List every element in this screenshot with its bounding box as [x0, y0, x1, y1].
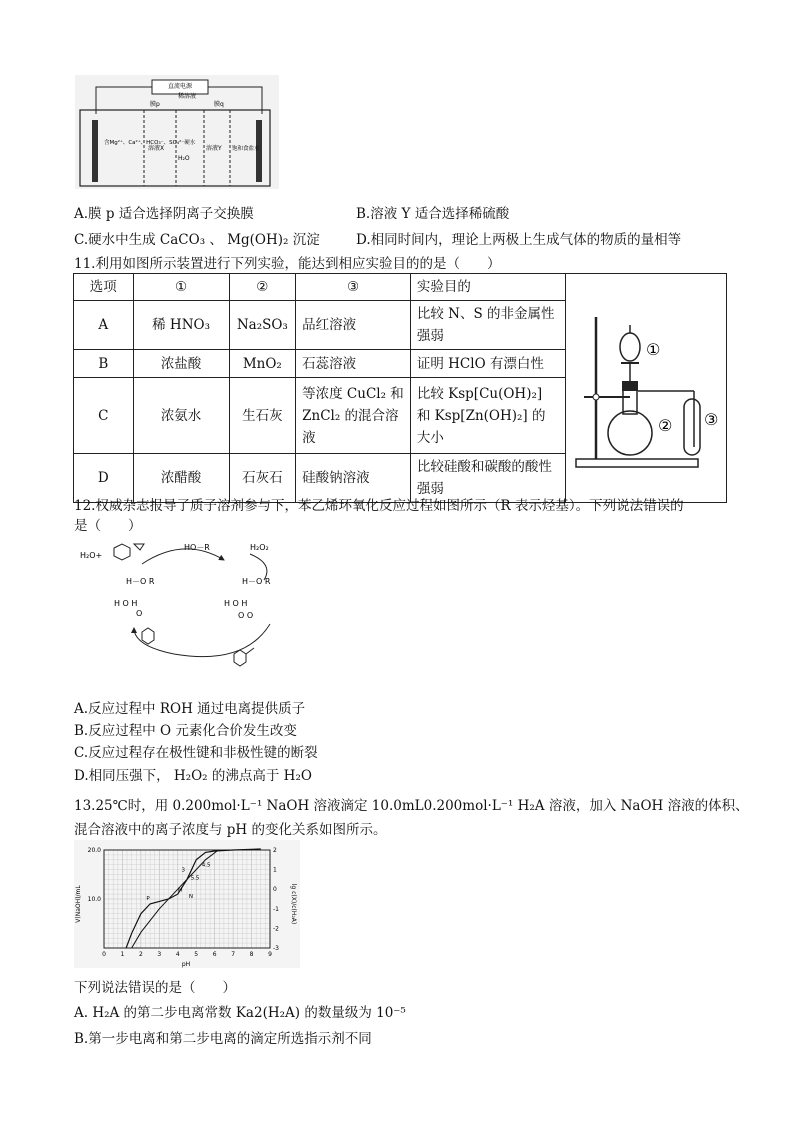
y-tick-label: 10.0: [87, 896, 101, 903]
brine-label: 饱和食盐水: [232, 146, 260, 152]
y2-tick-label: 1: [273, 866, 277, 874]
q12-stem-line2: 是（ ）: [74, 518, 142, 534]
table-cell: 稀 HNO₃: [133, 301, 229, 350]
table-header: ③: [296, 274, 411, 301]
table-cell: 等浓度 CuCl₂ 和 ZnCl₂ 的混合溶液: [296, 378, 411, 454]
water-label: H₂O: [178, 155, 190, 162]
membrane-p-label: 膜p: [150, 101, 160, 108]
table-cell: MnO₂: [229, 350, 296, 378]
point-label: P: [146, 895, 150, 902]
q12-option-d: D.相同压强下， H₂O₂ 的沸点高于 H₂O: [74, 768, 312, 784]
table-cell: 石蕊溶液: [296, 350, 411, 378]
point-label: 4.5: [201, 862, 211, 869]
x-tick-label: 3: [157, 951, 162, 958]
hard-water-label: 含Mg²⁺、Ca²⁺、HCO₃⁻、SO₄²⁻硬水: [104, 140, 196, 146]
table-header: 选项: [74, 274, 134, 301]
table-cell: 比较 N、S 的非金属性强弱: [410, 301, 565, 350]
table-cell: 品红溶液: [296, 301, 411, 350]
x-tick-label: 1: [120, 951, 125, 958]
h2o-plus-label: H₂O+: [80, 551, 103, 560]
table-cell: 浓醋酸: [133, 454, 229, 503]
table-cell: 证明 HClO 有漂白性: [410, 350, 565, 378]
q10-option-b: B.溶液 Y 适合选择稀硫酸: [356, 206, 510, 222]
q10-option-c: C.硬水中生成 CaCO₃ 、 Mg(OH)₂ 沉淀: [74, 232, 320, 248]
table-cell: 生石灰: [229, 378, 296, 454]
q13-prompt: 下列说法错误的是（ ）: [74, 980, 236, 996]
intermediate-right-c: O O: [238, 611, 254, 620]
table-cell: 浓氨水: [133, 378, 229, 454]
table-cell: 比较硅酸和碳酸的酸性强弱: [410, 454, 565, 503]
table-cell: 浓盐酸: [133, 350, 229, 378]
table-cell: C: [74, 378, 134, 454]
reaction-cycle-figure: [74, 536, 290, 670]
apparatus-figure: [566, 279, 726, 491]
intermediate-left: H－O R: [126, 577, 155, 586]
solution-y-label: 溶液Y: [206, 145, 222, 152]
y2-tick-label: -2: [273, 925, 279, 933]
x-tick-label: 4: [175, 951, 180, 958]
table-cell: 硅酸钠溶液: [296, 454, 411, 503]
q11-stem: 11.利用如图所示装置进行下列实验，能达到相应实验目的的是（ ）: [74, 256, 501, 272]
electrolysis-figure: [74, 74, 280, 190]
h2o2-label: H₂O₂: [250, 543, 269, 552]
q12-option-c: C.反应过程存在极性键和非极性键的断裂: [74, 745, 318, 761]
table-header: ②: [229, 274, 296, 301]
ho-r-label: HO－R: [184, 543, 210, 552]
apparatus-label-2: ②: [657, 415, 673, 435]
point-label: M: [177, 887, 183, 894]
q12-stem-line1: 12.权威杂志报导了质子溶剂参与下，苯乙烯环氧化反应过程如图所示（R 表示烃基）。下列说法错误的: [74, 498, 684, 514]
table-cell: Na₂SO₃: [229, 301, 296, 350]
solution-x-label: 溶液X: [148, 145, 165, 152]
power-label: 直流电源: [167, 83, 193, 90]
y2-axis-label: lg c(X)/c(H₂A): [290, 883, 297, 925]
point-label: N: [188, 894, 193, 901]
table-cell: 石灰石: [229, 454, 296, 503]
q13-stem-line1: 13.25℃时，用 0.200mol·L⁻¹ NaOH 溶液滴定 10.0mL0.200mol·L⁻¹ H₂A 溶液，加入 NaOH 溶液的体积、: [74, 798, 749, 814]
intermediate-left-b: H O H: [114, 599, 138, 608]
table-cell: D: [74, 454, 134, 503]
q10-option-a: A.膜 p 适合选择阴离子交换膜: [74, 206, 254, 222]
y2-tick-label: -3: [273, 945, 279, 952]
y2-tick-label: 2: [273, 847, 277, 854]
intermediate-right: H－O R: [242, 577, 271, 586]
table-cell: B: [74, 350, 134, 378]
table-cell: 比较 Ksp[Cu(OH)₂] 和 Ksp[Zn(OH)₂] 的大小: [410, 378, 565, 454]
q12-option-b: B.反应过程中 O 元素化合价发生改变: [74, 723, 297, 739]
table-cell: A: [74, 301, 134, 350]
intermediate-left-c: O: [136, 609, 143, 618]
x-tick-label: 5: [194, 951, 199, 958]
table-header: 实验目的: [410, 274, 565, 301]
x-tick-label: 8: [249, 951, 254, 958]
apparatus-label-3: ③: [703, 409, 719, 429]
q13-option-b: B.第一步电离和第二步电离的滴定所选指示剂不同: [74, 1031, 372, 1047]
y-tick-label: 20.0: [87, 847, 101, 854]
apparatus-label-1: ①: [645, 339, 661, 359]
titration-chart: [74, 840, 300, 968]
q13-option-a: A. H₂A 的第二步电离常数 Ka2(H₂A) 的数量级为 10⁻⁵: [74, 1005, 406, 1021]
x-tick-label: 0: [102, 951, 106, 958]
membrane-q-label: 膜q: [214, 101, 224, 108]
x-axis-label: pH: [181, 961, 191, 968]
apparatus-cell: [565, 274, 726, 503]
table-header: ①: [133, 274, 229, 301]
q13-stem-line2: 混合溶液中的离子浓度与 pH 的变化关系如图所示。: [74, 822, 387, 838]
table-header-row: [74, 274, 727, 301]
intermediate-right-b: H O H: [224, 599, 248, 608]
experiment-table: [73, 273, 727, 503]
point-label: 5.5: [190, 875, 200, 882]
y-axis-label: V(NaOH)/mL: [75, 885, 82, 923]
point-label: 3: [181, 867, 185, 874]
y2-tick-label: 0: [273, 886, 277, 894]
q10-option-d: D.相同时间内，理论上两极上生成气体的物质的量相等: [356, 232, 682, 248]
y2-tick-label: -1: [273, 905, 279, 913]
x-tick-label: 2: [138, 951, 143, 958]
x-tick-label: 9: [268, 951, 272, 958]
x-tick-label: 6: [212, 951, 217, 958]
dilute-label: 稀溶液: [178, 93, 197, 100]
q12-option-a: A.反应过程中 ROH 通过电离提供质子: [74, 701, 306, 717]
x-tick-label: 7: [231, 951, 236, 958]
